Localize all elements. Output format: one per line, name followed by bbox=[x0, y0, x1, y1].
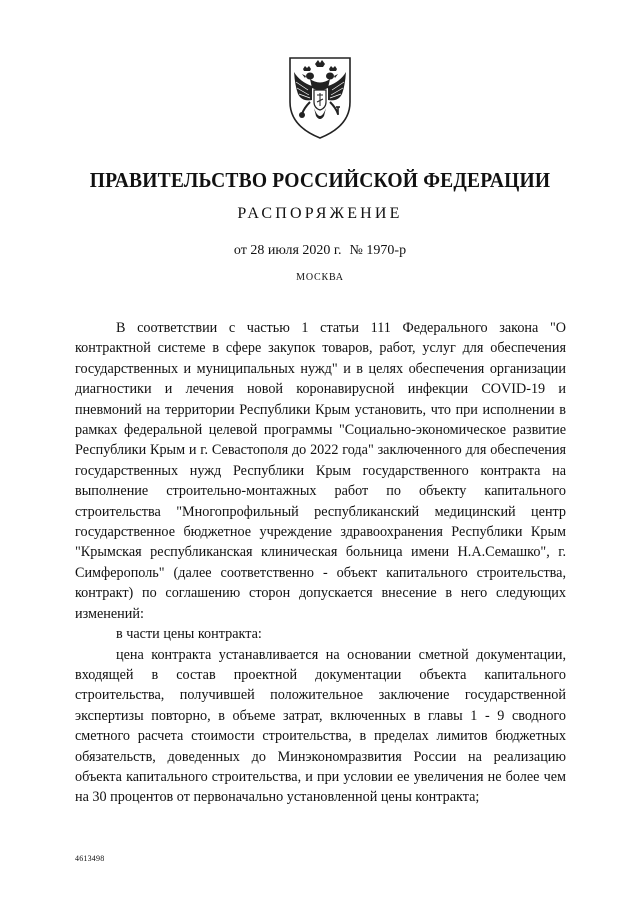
body-paragraph: в части цены контракта: bbox=[116, 626, 262, 643]
document-city: МОСКВА bbox=[296, 272, 344, 283]
coat-of-arms-emblem bbox=[282, 52, 358, 140]
government-title: ПРАВИТЕЛЬСТВО РОССИЙСКОЙ ФЕДЕРАЦИИ bbox=[89, 168, 551, 192]
document-date-line bbox=[0, 243, 640, 259]
body-paragraph: В соответствии с частью 1 статьи 111 Федерального закона "О контрактной системе в сфере закупок товаров, работ, услуг для обеспечения государственных и муниципальных нужд" и в целях обеспечения организации диагностики и лечения новой коронавирусной инфекции COVID-19 и пневмоний на территории Республики Крым установить, что при исполнении в рамках федеральной целевой программы "Социально-экономическое развитие Республики Крым и г. Севастополя до 2022 года" заключенного для обеспечения государственных нужд Республики Крым государственного контракта на выполнение строительно-монтажных работ по объекту капитального строительства "Многопрофильный республиканский медицинский центр государственное бюджетное учреждение здравоохранения Республики Крым "Крымская республиканская клиническая больница имени Н.А.Семашко", г. Симферополь" (далее соответственно - объект капитального строительства, контракт) по соглашению сторон допускается внесение в него следующих изменений: bbox=[75, 320, 566, 622]
footer-document-code: 4613498 bbox=[75, 854, 105, 863]
document-body bbox=[75, 318, 566, 808]
body-paragraph: цена контракта устанавливается на основании сметной документации, входящей в состав проектной документации объекта капитального строительства, получившей положительное заключение государственной экспертизы повторно, в объеме затрат, включенных в главы 1 - 9 сводного сметного расчета стоимости строительства, в пределах лимитов бюджетных обязательств, доведенных до Минэкономразвития России на реализацию объекта капитального строительства, и при условии ее увеличения не более чем на 30 процентов от первоначально установленной цены контракта; bbox=[75, 646, 566, 806]
document-date: от 28 июля 2020 г. bbox=[233, 243, 342, 258]
russian-coat-of-arms-icon bbox=[282, 52, 358, 140]
document-number: № 1970-р bbox=[349, 243, 407, 258]
document-type: РАСПОРЯЖЕНИЕ bbox=[237, 205, 403, 222]
